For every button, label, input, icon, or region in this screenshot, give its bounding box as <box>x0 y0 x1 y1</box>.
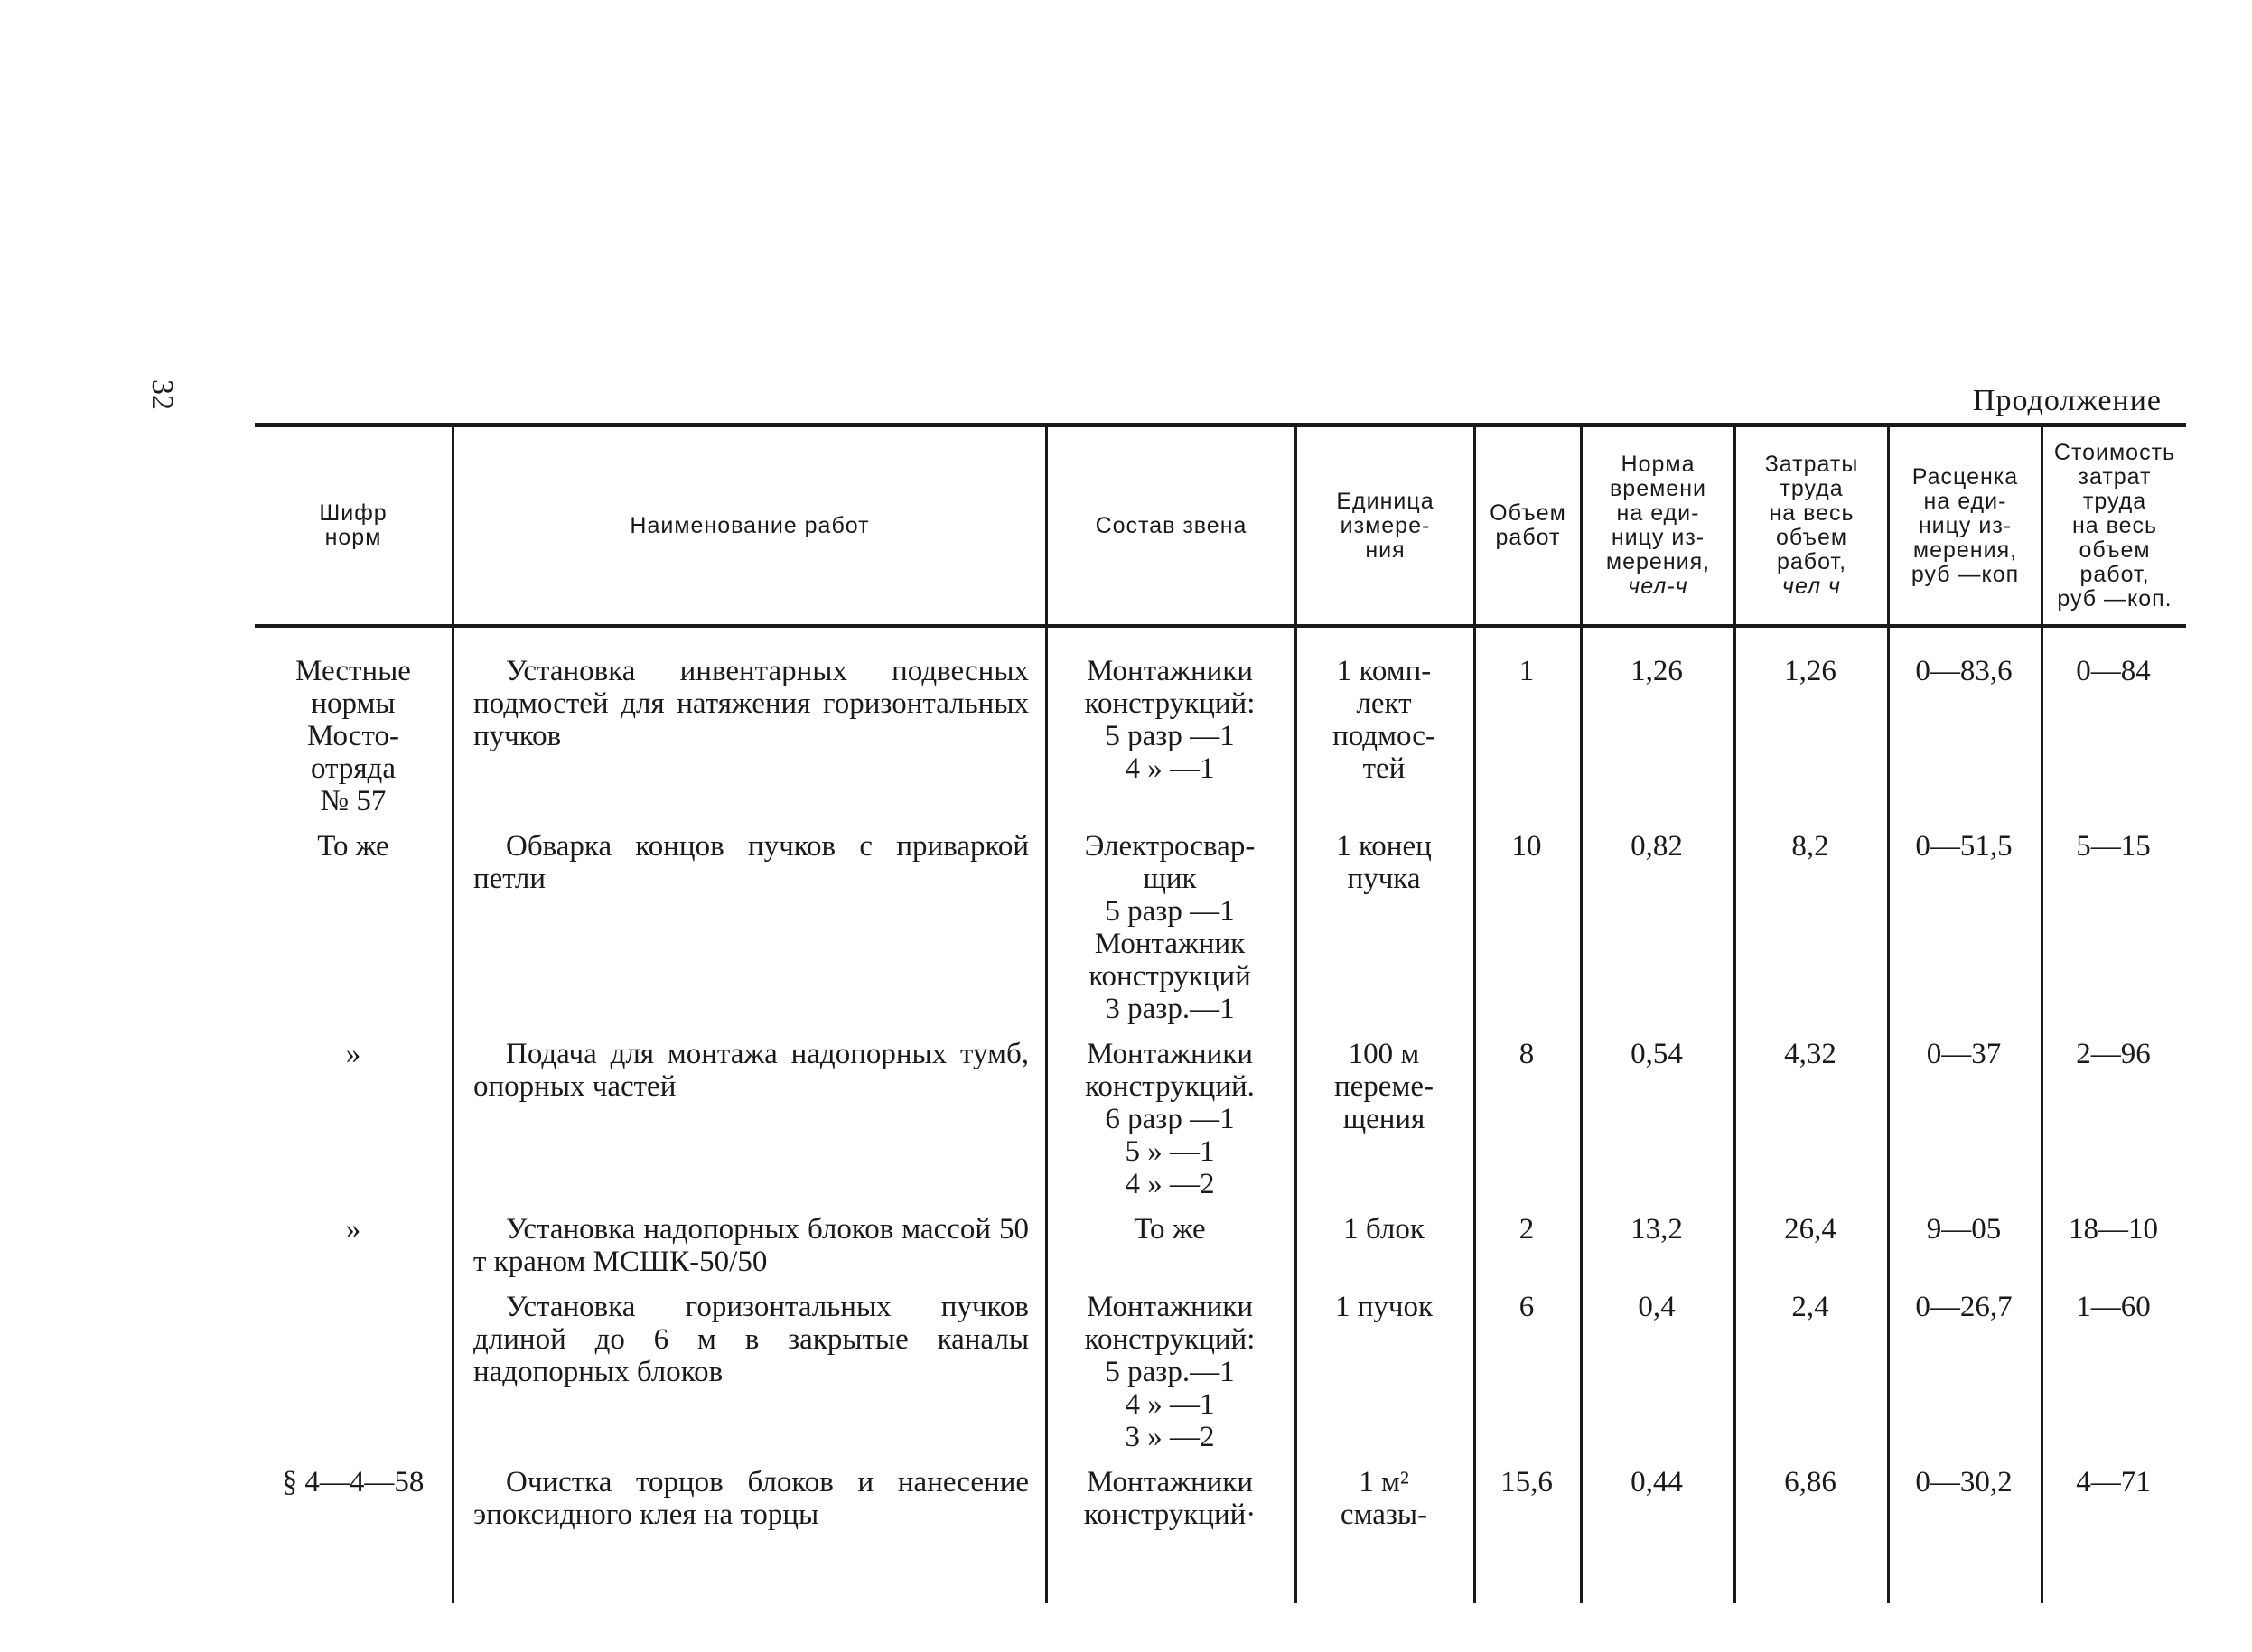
header-rate: Расценка на еди- ницу из- мерения, руб —коп <box>1887 427 2041 624</box>
row-labor: 2,4 <box>1791 1291 1829 1323</box>
row-cost: 5—15 <box>2076 830 2151 863</box>
row-code <box>255 1291 452 1453</box>
continuation-label: Продолжение <box>1972 384 2162 417</box>
row-norm: 0,82 <box>1631 830 1683 863</box>
table-rows <box>255 655 2186 1531</box>
header-labor-unit: чел ч <box>1782 574 1841 599</box>
row-unit: 1 м² смазы- <box>1340 1466 1428 1531</box>
table-row <box>255 1038 2186 1200</box>
row-norm: 13,2 <box>1631 1213 1683 1246</box>
row-unit: 1 комп- лект подмос- тей <box>1332 655 1435 785</box>
row-cost: 4—71 <box>2076 1466 2151 1498</box>
header-crew: Состав звена <box>1045 427 1294 624</box>
row-code: Местные нормы Мосто- отряда № 57 <box>295 655 411 817</box>
row-code: То же <box>317 830 389 863</box>
row-volume: 8 <box>1518 1038 1535 1070</box>
header-norm-unit: чел-ч <box>1628 574 1688 599</box>
header-labor <box>1733 427 1887 624</box>
row-work-name: Очистка торцов блоков и нанесение эпоксидного клея на торцы <box>473 1466 1029 1531</box>
row-labor: 1,26 <box>1784 655 1836 687</box>
row-crew: Электросвар- щик 5 разр —1 Монтажник конструкций 3 разр.—1 <box>1084 830 1256 1025</box>
row-rate: 0—51,5 <box>1915 830 2013 863</box>
row-norm: 0,54 <box>1631 1038 1683 1070</box>
row-work-name: Установка инвентарных подвесных подмостей для натяжения горизонтальных пучков <box>473 655 1029 752</box>
row-crew: Монтажники конструкций. 6 разр —1 5 » —1 4 » —2 <box>1085 1038 1255 1200</box>
row-cost: 0—84 <box>2076 655 2151 687</box>
row-rate: 0—37 <box>1926 1038 2002 1070</box>
row-crew: Монтажники конструкций: 5 разр —1 4 » —1 <box>1084 655 1256 785</box>
table-header <box>255 427 2186 624</box>
row-crew: Монтажники конструкций: 5 разр.—1 4 » —1 3 » —2 <box>1084 1291 1256 1453</box>
row-unit: 1 конец пучка <box>1336 830 1432 895</box>
row-norm: 0,44 <box>1631 1466 1683 1498</box>
row-cost: 2—96 <box>2076 1038 2151 1070</box>
row-volume: 2 <box>1518 1213 1535 1246</box>
row-rate: 0—83,6 <box>1915 655 2013 687</box>
row-labor: 6,86 <box>1784 1466 1836 1498</box>
row-code: » <box>345 1038 361 1070</box>
row-rate: 0—26,7 <box>1915 1291 2013 1323</box>
header-unit: Единица измере- ния <box>1294 427 1473 624</box>
row-cost: 1—60 <box>2076 1291 2151 1323</box>
table-row <box>255 655 2186 817</box>
header-norm <box>1580 427 1733 624</box>
row-code: » <box>345 1213 361 1246</box>
row-crew: То же <box>1134 1213 1206 1246</box>
header-code: Шифр норм <box>319 500 388 550</box>
row-rate: 9—05 <box>1926 1213 2002 1246</box>
row-volume: 15,6 <box>1500 1466 1553 1498</box>
row-unit: 1 пучок <box>1334 1291 1434 1323</box>
row-norm: 0,4 <box>1638 1291 1676 1323</box>
row-unit: 1 блок <box>1343 1213 1425 1246</box>
row-work-name: Установка горизонтальных пучков длиной до 6 м в закрытые каналы надопорных блоков <box>473 1291 1029 1388</box>
row-work-name: Обварка концов пучков с приваркой петли <box>473 830 1029 895</box>
table-row <box>255 1291 2186 1453</box>
row-unit: 100 м переме- щения <box>1334 1038 1434 1135</box>
row-work-name: Подача для монтажа надопорных тумб, опорных частей <box>473 1038 1029 1103</box>
header-labor-text: Затраты труда на весь объем работ, <box>1764 452 1859 574</box>
row-cost: 18—10 <box>2069 1213 2158 1246</box>
header-norm-text: Норма времени на еди- ницу из- мерения, <box>1605 452 1711 574</box>
row-crew: Монтажники конструкций· <box>1083 1466 1257 1531</box>
header-cost: Стоимость затрат труда на весь объем работ, руб —коп. <box>2041 427 2186 624</box>
row-volume: 10 <box>1511 830 1542 863</box>
table-row <box>255 1213 2186 1278</box>
row-volume: 1 <box>1518 655 1535 687</box>
row-labor: 26,4 <box>1784 1213 1836 1246</box>
row-code: § 4—4—58 <box>282 1466 425 1498</box>
row-rate: 0—30,2 <box>1915 1466 2013 1498</box>
table-body <box>255 628 2186 1603</box>
table-row <box>255 1466 2186 1531</box>
header-volume: Объем работ <box>1473 427 1580 624</box>
row-work-name: Установка надопорных блоков массой 50 т краном МСШК-50/50 <box>473 1213 1029 1278</box>
row-labor: 8,2 <box>1791 830 1829 863</box>
norms-table <box>255 423 2186 1603</box>
row-norm: 1,26 <box>1631 655 1683 687</box>
row-volume: 6 <box>1518 1291 1535 1323</box>
row-labor: 4,32 <box>1784 1038 1836 1070</box>
header-work-name: Наименование работ <box>452 427 1045 624</box>
page-number: 32 <box>145 379 179 410</box>
table-row <box>255 830 2186 1025</box>
